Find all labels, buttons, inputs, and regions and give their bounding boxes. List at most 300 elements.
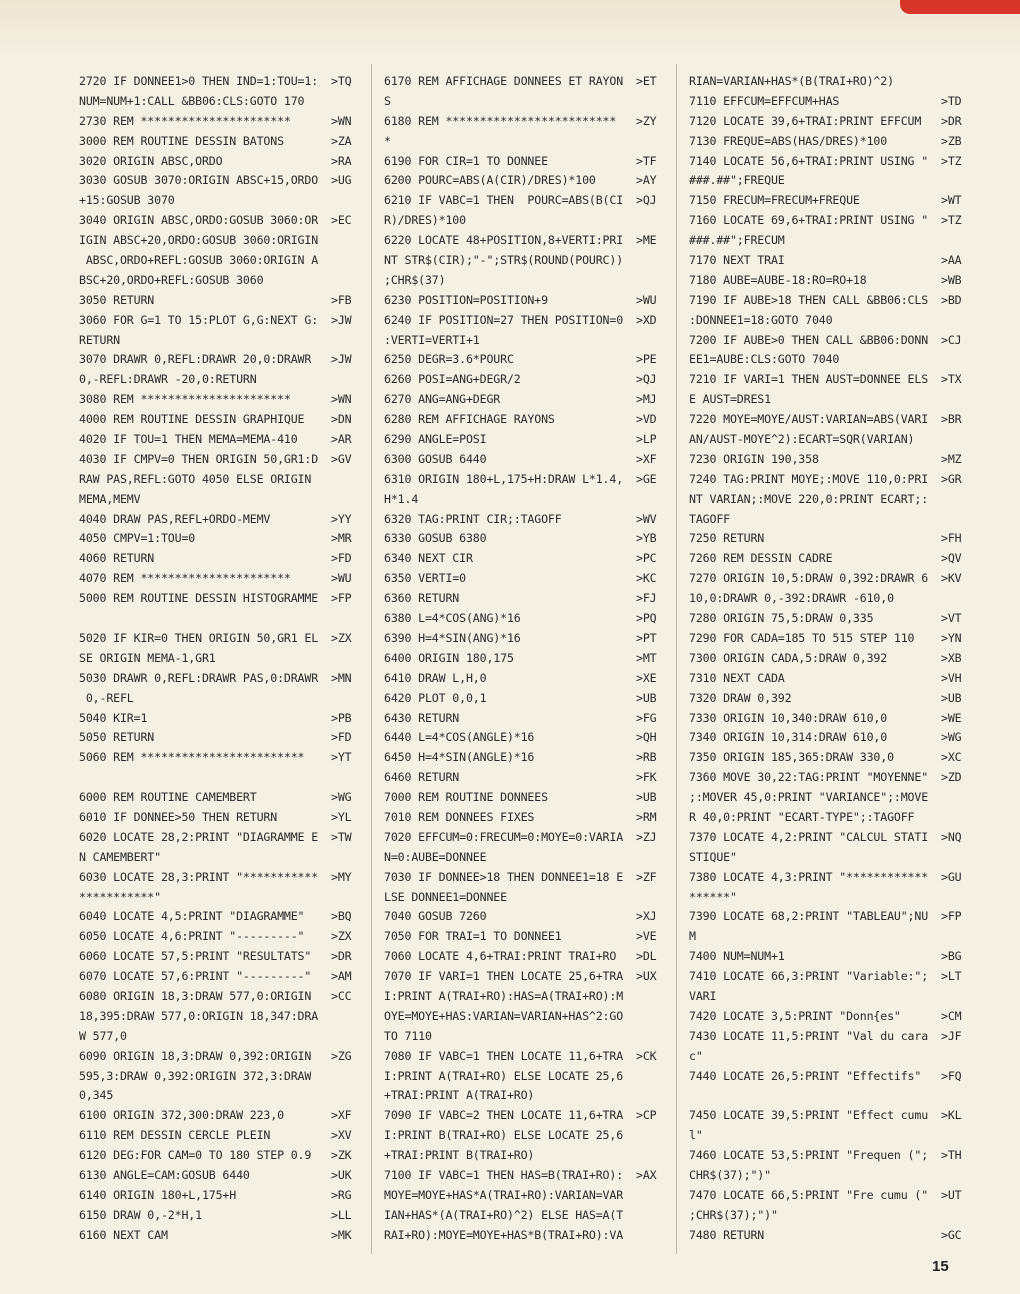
checksum: >PT xyxy=(636,630,657,645)
column-divider xyxy=(676,64,677,1254)
code-line xyxy=(689,629,967,649)
code-line xyxy=(689,1226,967,1246)
code-text: ;CHR$(37) xyxy=(384,272,446,287)
code-line xyxy=(79,589,357,609)
code-line xyxy=(689,728,967,748)
checksum: >MN xyxy=(331,670,352,685)
code-text: 6200 POURC=ABS(A(CIR)/DRES)*100 xyxy=(384,173,596,188)
code-text: 6220 LOCATE 48+POSITION,8+VERTI:PRI xyxy=(384,233,624,248)
code-text: 18,395:DRAW 577,0:ORIGIN 18,347:DRA xyxy=(79,1008,319,1023)
code-text: 7050 FOR TRAI=1 TO DONNEE1 xyxy=(384,929,562,944)
code-text: 7430 LOCATE 11,5:PRINT "Val du cara xyxy=(689,1028,929,1043)
code-text: 7090 IF VABC=2 THEN LOCATE 11,6+TRA xyxy=(384,1108,624,1123)
code-text: 5000 REM ROUTINE DESSIN HISTOGRAMME xyxy=(79,591,319,606)
code-text: 3040 ORIGIN ABSC,ORDO:GOSUB 3060:OR xyxy=(79,213,319,228)
code-text: ;CHR$(37);")" xyxy=(689,1207,778,1222)
checksum: >BG xyxy=(941,949,962,964)
code-text: 3020 ORIGIN ABSC,ORDO xyxy=(79,153,223,168)
code-line xyxy=(689,1126,967,1146)
checksum: >WU xyxy=(636,292,657,307)
code-text: 7340 ORIGIN 10,314:DRAW 610,0 xyxy=(689,730,888,745)
code-text: 7160 LOCATE 69,6+TRAI:PRINT USING " xyxy=(689,213,929,228)
code-line xyxy=(689,430,967,450)
code-line xyxy=(689,709,967,729)
code-line xyxy=(689,549,967,569)
code-text: N=0:AUBE=DONNEE xyxy=(384,849,487,864)
checksum: >MZ xyxy=(941,451,962,466)
code-line xyxy=(384,848,662,868)
code-text: 6350 VERTI=0 xyxy=(384,571,466,586)
code-line xyxy=(689,1206,967,1226)
code-text: 7240 TAG:PRINT MOYE;:MOVE 110,0:PRI xyxy=(689,471,929,486)
code-text: 7100 IF VABC=1 THEN HAS=B(TRAI+RO): xyxy=(384,1167,624,1182)
code-line xyxy=(384,311,662,331)
code-text: 6260 POSI=ANG+DEGR/2 xyxy=(384,372,521,387)
code-text: 7300 ORIGIN CADA,5:DRAW 0,392 xyxy=(689,650,888,665)
code-text: M xyxy=(689,929,696,944)
code-text: 7130 FREQUE=ABS(HAS/DRES)*100 xyxy=(689,133,888,148)
code-text: 6070 LOCATE 57,6:PRINT "---------" xyxy=(79,969,312,984)
code-text: l" xyxy=(689,1128,703,1143)
checksum: >XB xyxy=(941,650,962,665)
checksum: >MJ xyxy=(636,392,657,407)
checksum: >UX xyxy=(636,969,657,984)
code-line xyxy=(384,1027,662,1047)
code-text: 2730 REM ********************** xyxy=(79,113,291,128)
code-line xyxy=(384,132,662,152)
code-line xyxy=(79,510,357,530)
code-text: 7320 DRAW 0,392 xyxy=(689,690,792,705)
code-line xyxy=(689,1067,967,1087)
code-line xyxy=(689,768,967,788)
checksum: >UT xyxy=(941,1187,962,1202)
code-line xyxy=(79,1106,357,1126)
checksum: >RG xyxy=(331,1187,352,1202)
checksum: >GR xyxy=(941,471,962,486)
code-text: 6380 L=4*COS(ANG)*16 xyxy=(384,611,521,626)
code-text: 6450 H=4*SIN(ANGLE)*16 xyxy=(384,750,535,765)
checksum: >XF xyxy=(331,1108,352,1123)
checksum: >UB xyxy=(636,690,657,705)
checksum: >EC xyxy=(331,213,352,228)
checksum: >TH xyxy=(941,1148,962,1163)
code-line xyxy=(384,947,662,967)
code-line xyxy=(689,92,967,112)
code-line xyxy=(689,1106,967,1126)
code-text: RIAN=VARIAN+HAS*(B(TRAI+RO)^2) xyxy=(689,74,894,88)
code-text: I:PRINT A(TRAI+RO) ELSE LOCATE 25,6 xyxy=(384,1068,624,1083)
checksum: >XE xyxy=(636,670,657,685)
code-line xyxy=(384,171,662,191)
checksum: >FB xyxy=(331,292,352,307)
code-line xyxy=(79,888,357,908)
code-text: 6120 DEG:FOR CAM=0 TO 180 STEP 0.9 xyxy=(79,1148,312,1163)
code-text: 6020 LOCATE 28,2:PRINT "DIAGRAMME E xyxy=(79,829,319,844)
code-line xyxy=(384,410,662,430)
code-line xyxy=(689,390,967,410)
code-text: 7010 REM DONNEES FIXES xyxy=(384,809,535,824)
code-text: 7230 ORIGIN 190,358 xyxy=(689,451,819,466)
code-text: 6290 ANGLE=POSI xyxy=(384,432,487,447)
code-text: RETURN xyxy=(79,332,120,347)
code-text: W 577,0 xyxy=(79,1028,127,1043)
code-text: AN/AUST-MOYE^2):ECART=SQR(VARIAN) xyxy=(689,432,915,447)
checksum: >TF xyxy=(636,153,657,168)
code-line xyxy=(79,808,357,828)
code-line xyxy=(384,907,662,927)
code-line xyxy=(79,987,357,1007)
checksum: >WG xyxy=(331,790,352,805)
checksum: >FD xyxy=(331,551,352,566)
code-line xyxy=(384,112,662,132)
code-line xyxy=(689,291,967,311)
code-line xyxy=(384,271,662,291)
code-line xyxy=(384,788,662,808)
checksum: >XC xyxy=(941,750,962,765)
code-line xyxy=(79,350,357,370)
code-text: * xyxy=(384,133,391,148)
code-line xyxy=(79,410,357,430)
code-text: 6460 RETURN xyxy=(384,770,460,785)
code-text: IAN+HAS*(A(TRAI+RO)^2) ELSE HAS=A(T xyxy=(384,1207,624,1222)
code-text: 4020 IF TOU=1 THEN MEMA=MEMA-410 xyxy=(79,432,298,447)
code-text: RAI+RO):MOYE=MOYE+HAS*B(TRAI+RO):VA xyxy=(384,1227,624,1242)
code-text: 10,0:DRAWR 0,-392:DRAWR -610,0 xyxy=(689,591,894,606)
code-text: 4060 RETURN xyxy=(79,551,155,566)
code-text: 7030 IF DONNEE>18 THEN DONNEE1=18 E xyxy=(384,869,624,884)
checksum: >WU xyxy=(331,571,352,586)
checksum: >ZG xyxy=(331,1048,352,1063)
code-line xyxy=(384,390,662,410)
code-text: 7120 LOCATE 39,6+TRAI:PRINT EFFCUM xyxy=(689,113,922,128)
code-line xyxy=(79,430,357,450)
code-line xyxy=(384,510,662,530)
checksum: >WE xyxy=(941,710,962,725)
code-text: 7180 AUBE=AUBE-18:RO=RO+18 xyxy=(689,272,867,287)
code-line xyxy=(689,967,967,987)
code-text: 7450 LOCATE 39,5:PRINT "Effect cumu xyxy=(689,1108,929,1123)
code-text: 4040 DRAW PAS,REFL+ORDO-MEMV xyxy=(79,511,271,526)
code-line xyxy=(79,1146,357,1166)
checksum: >RA xyxy=(331,153,352,168)
checksum: >MR xyxy=(331,531,352,546)
code-text: 7310 NEXT CADA xyxy=(689,670,785,685)
code-text: 7220 MOYE=MOYE/AUST:VARIAN=ABS(VARI xyxy=(689,412,929,427)
code-line xyxy=(384,709,662,729)
code-text: R 40,0:PRINT "ECART-TYPE";:TAGOFF xyxy=(689,809,915,824)
code-text: 6400 ORIGIN 180,175 xyxy=(384,650,514,665)
code-text: ABSC,ORDO+REFL:GOSUB 3060:ORIGIN A xyxy=(79,253,319,268)
code-line xyxy=(384,649,662,669)
code-line xyxy=(384,1206,662,1226)
code-line xyxy=(689,828,967,848)
code-text: 7280 ORIGIN 75,5:DRAW 0,335 xyxy=(689,611,874,626)
checksum: >WV xyxy=(636,511,657,526)
checksum: >ZA xyxy=(331,133,352,148)
code-text: 6250 DEGR=3.6*POURC xyxy=(384,352,514,367)
code-text: 7250 RETURN xyxy=(689,531,765,546)
code-text: 7210 IF VARI=1 THEN AUST=DONNEE ELS xyxy=(689,372,929,387)
code-line xyxy=(384,72,662,92)
code-text: NT STR$(CIR);"-";STR$(ROUND(POURC)) xyxy=(384,253,624,268)
column-divider xyxy=(371,64,372,1254)
code-line xyxy=(689,510,967,530)
code-text: 7140 LOCATE 56,6+TRAI:PRINT USING " xyxy=(689,153,929,168)
code-line xyxy=(79,1067,357,1087)
code-line xyxy=(689,470,967,490)
code-text: 6210 IF VABC=1 THEN POURC=ABS(B(CI xyxy=(384,193,624,208)
checksum: >DL xyxy=(636,949,657,964)
checksum: >ET xyxy=(636,74,657,88)
code-text: 5020 IF KIR=0 THEN ORIGIN 50,GR1 EL xyxy=(79,630,319,645)
checksum: >AR xyxy=(331,432,352,447)
checksum: >CK xyxy=(636,1048,657,1063)
code-text: 7380 LOCATE 4,3:PRINT "************ xyxy=(689,869,929,884)
checksum: >PE xyxy=(636,352,657,367)
code-line xyxy=(384,1146,662,1166)
code-line xyxy=(79,868,357,888)
code-line xyxy=(384,370,662,390)
checksum: >LT xyxy=(941,969,962,984)
checksum: >FH xyxy=(941,531,962,546)
checksum: >KL xyxy=(941,1108,962,1123)
checksum: >RM xyxy=(636,809,657,824)
code-text: TO 7110 xyxy=(384,1028,432,1043)
code-line xyxy=(689,350,967,370)
code-text: 4070 REM ********************** xyxy=(79,571,291,586)
code-text: 7200 IF AUBE>0 THEN CALL &BB06:DONN xyxy=(689,332,929,347)
checksum: >GC xyxy=(941,1227,962,1242)
code-line xyxy=(79,331,357,351)
code-line xyxy=(689,1186,967,1206)
code-line xyxy=(384,669,662,689)
code-line xyxy=(384,490,662,510)
code-text: 6390 H=4*SIN(ANG)*16 xyxy=(384,630,521,645)
listing-column-1 xyxy=(79,72,357,1252)
code-text: 4000 REM ROUTINE DESSIN GRAPHIQUE xyxy=(79,412,305,427)
checksum: >LP xyxy=(636,432,657,447)
code-line xyxy=(384,1226,662,1246)
code-line xyxy=(384,430,662,450)
checksum: >KC xyxy=(636,571,657,586)
code-text: 6090 ORIGIN 18,3:DRAW 0,392:ORIGIN xyxy=(79,1048,312,1063)
code-text: +TRAI:PRINT A(TRAI+RO) xyxy=(384,1088,535,1103)
code-line xyxy=(689,569,967,589)
code-text: VARI xyxy=(689,988,717,1003)
code-line xyxy=(79,788,357,808)
checksum: >TD xyxy=(941,93,962,108)
code-text: 6240 IF POSITION=27 THEN POSITION=0 xyxy=(384,312,624,327)
checksum: >VH xyxy=(941,670,962,685)
code-text: 7330 ORIGIN 10,340:DRAW 610,0 xyxy=(689,710,888,725)
code-line xyxy=(689,112,967,132)
checksum: >VD xyxy=(636,412,657,427)
code-text: 6150 DRAW 0,-2*H,1 xyxy=(79,1207,202,1222)
code-text: 7290 FOR CADA=185 TO 515 STEP 110 xyxy=(689,630,915,645)
code-text: TAGOFF xyxy=(689,511,730,526)
code-line xyxy=(689,987,967,1007)
code-text: I:PRINT A(TRAI+RO):HAS=A(TRAI+RO):M xyxy=(384,988,624,1003)
checksum: >ZX xyxy=(331,630,352,645)
code-line xyxy=(689,191,967,211)
code-text: 7410 LOCATE 66,3:PRINT "Variable:"; xyxy=(689,969,929,984)
code-line xyxy=(384,1106,662,1126)
code-text: 6180 REM ************************* xyxy=(384,113,617,128)
code-text: EE1=AUBE:CLS:GOTO 7040 xyxy=(689,352,840,367)
code-line xyxy=(79,470,357,490)
code-line xyxy=(689,1027,967,1047)
code-text: 7150 FRECUM=FRECUM+FREQUE xyxy=(689,193,860,208)
code-text: 7440 LOCATE 26,5:PRINT "Effectifs" xyxy=(689,1068,922,1083)
code-line xyxy=(384,470,662,490)
code-line xyxy=(79,947,357,967)
code-line xyxy=(79,927,357,947)
code-line xyxy=(384,291,662,311)
checksum: >FP xyxy=(331,591,352,606)
code-line xyxy=(384,191,662,211)
code-line xyxy=(384,1086,662,1106)
code-line xyxy=(79,132,357,152)
code-text: 3080 REM ********************** xyxy=(79,392,291,407)
code-text: 3050 RETURN xyxy=(79,292,155,307)
code-line xyxy=(689,868,967,888)
code-line xyxy=(79,211,357,231)
checksum: >UB xyxy=(941,690,962,705)
code-line xyxy=(384,629,662,649)
code-line xyxy=(689,529,967,549)
checksum: >AA xyxy=(941,253,962,268)
code-line xyxy=(79,1086,357,1106)
code-line xyxy=(384,549,662,569)
checksum: >FJ xyxy=(636,591,657,606)
code-text: 7260 REM DESSIN CADRE xyxy=(689,551,833,566)
checksum: >BD xyxy=(941,292,962,307)
code-line xyxy=(384,888,662,908)
page-number: 15 xyxy=(932,1258,949,1275)
code-line xyxy=(689,788,967,808)
code-line xyxy=(79,490,357,510)
code-text: 6030 LOCATE 28,3:PRINT "*********** xyxy=(79,869,319,884)
code-line xyxy=(79,271,357,291)
code-line xyxy=(689,331,967,351)
code-text: 6110 REM DESSIN CERCLE PLEIN xyxy=(79,1128,271,1143)
checksum: >DR xyxy=(941,113,962,128)
code-line xyxy=(384,1047,662,1067)
checksum: >JF xyxy=(941,1028,962,1043)
checksum: >XF xyxy=(636,451,657,466)
checksum: >TW xyxy=(331,829,352,844)
checksum: >PC xyxy=(636,551,657,566)
code-text: STIQUE" xyxy=(689,849,737,864)
code-line xyxy=(384,331,662,351)
code-line xyxy=(384,1007,662,1027)
code-text: 7000 REM ROUTINE DONNEES xyxy=(384,790,548,805)
code-line xyxy=(79,1047,357,1067)
code-text: R)/DRES)*100 xyxy=(384,213,466,228)
checksum: >QJ xyxy=(636,372,657,387)
code-line xyxy=(79,72,357,92)
code-line xyxy=(689,1146,967,1166)
checksum: >AX xyxy=(636,1167,657,1182)
checksum: >AM xyxy=(331,969,352,984)
code-line xyxy=(689,271,967,291)
checksum: >WG xyxy=(941,730,962,745)
listing-column-2 xyxy=(384,72,662,1252)
checksum: >XD xyxy=(636,312,657,327)
code-line xyxy=(689,311,967,331)
checksum: >ZD xyxy=(941,770,962,785)
code-line xyxy=(79,291,357,311)
listing-column-3 xyxy=(689,72,967,1252)
code-line xyxy=(79,609,357,629)
code-line xyxy=(689,1166,967,1186)
code-line xyxy=(384,1067,662,1087)
code-text: OYE=MOYE+HAS:VARIAN=VARIAN+HAS^2:GO xyxy=(384,1008,624,1023)
checksum: >XV xyxy=(331,1128,352,1143)
code-text: 3030 GOSUB 3070:ORIGIN ABSC+15,ORDO xyxy=(79,173,319,188)
code-line xyxy=(384,1166,662,1186)
code-text: 6140 ORIGIN 180+L,175+H xyxy=(79,1187,237,1202)
code-line xyxy=(689,251,967,271)
checksum: >YN xyxy=(941,630,962,645)
code-text: IGIN ABSC+20,ORDO:GOSUB 3060:ORIGIN xyxy=(79,233,319,248)
code-line xyxy=(79,529,357,549)
code-text: 7420 LOCATE 3,5:PRINT "Donn{es" xyxy=(689,1008,901,1023)
code-line xyxy=(79,311,357,331)
code-line xyxy=(689,370,967,390)
code-line xyxy=(79,1186,357,1206)
code-line xyxy=(384,231,662,251)
code-text: :DONNEE1=18:GOTO 7040 xyxy=(689,312,833,327)
code-text: 6190 FOR CIR=1 TO DONNEE xyxy=(384,153,548,168)
code-line xyxy=(689,490,967,510)
code-text: 3000 REM ROUTINE DESSIN BATONS xyxy=(79,133,284,148)
code-line xyxy=(384,1186,662,1206)
code-line xyxy=(689,609,967,629)
checksum: >CJ xyxy=(941,332,962,347)
code-text: 6410 DRAW L,H,0 xyxy=(384,670,487,685)
code-text: 6300 GOSUB 6440 xyxy=(384,451,487,466)
code-line xyxy=(79,450,357,470)
code-line xyxy=(384,589,662,609)
code-text: 6040 LOCATE 4,5:PRINT "DIAGRAMME" xyxy=(79,909,305,924)
code-text: 7460 LOCATE 53,5:PRINT "Frequen ("; xyxy=(689,1148,929,1163)
checksum: >YY xyxy=(331,511,352,526)
code-text: 5040 KIR=1 xyxy=(79,710,148,725)
code-line xyxy=(689,171,967,191)
code-line xyxy=(384,868,662,888)
code-text: 4050 CMPV=1:TOU=0 xyxy=(79,531,196,546)
checksum: >ZB xyxy=(941,133,962,148)
code-line xyxy=(689,1047,967,1067)
code-text: SE ORIGIN MEMA-1,GR1 xyxy=(79,650,216,665)
code-text: BSC+20,ORDO+REFL:GOSUB 3060 xyxy=(79,272,264,287)
code-text: 6320 TAG:PRINT CIR;:TAGOFF xyxy=(384,511,562,526)
code-line xyxy=(79,1166,357,1186)
code-line xyxy=(689,211,967,231)
code-line xyxy=(384,211,662,231)
code-line xyxy=(689,1007,967,1027)
code-text: 6100 ORIGIN 372,300:DRAW 223,0 xyxy=(79,1108,284,1123)
code-text: 3060 FOR G=1 TO 15:PLOT G,G:NEXT G: xyxy=(79,312,319,327)
code-line xyxy=(384,529,662,549)
code-text: 0,-REFL xyxy=(79,690,134,705)
code-text: 6310 ORIGIN 180+L,175+H:DRAW L*1.4, xyxy=(384,471,624,486)
code-text: 3070 DRAWR 0,REFL:DRAWR 20,0:DRAWR xyxy=(79,352,312,367)
code-line xyxy=(79,728,357,748)
code-line xyxy=(384,609,662,629)
red-corner-decoration xyxy=(900,0,1020,14)
